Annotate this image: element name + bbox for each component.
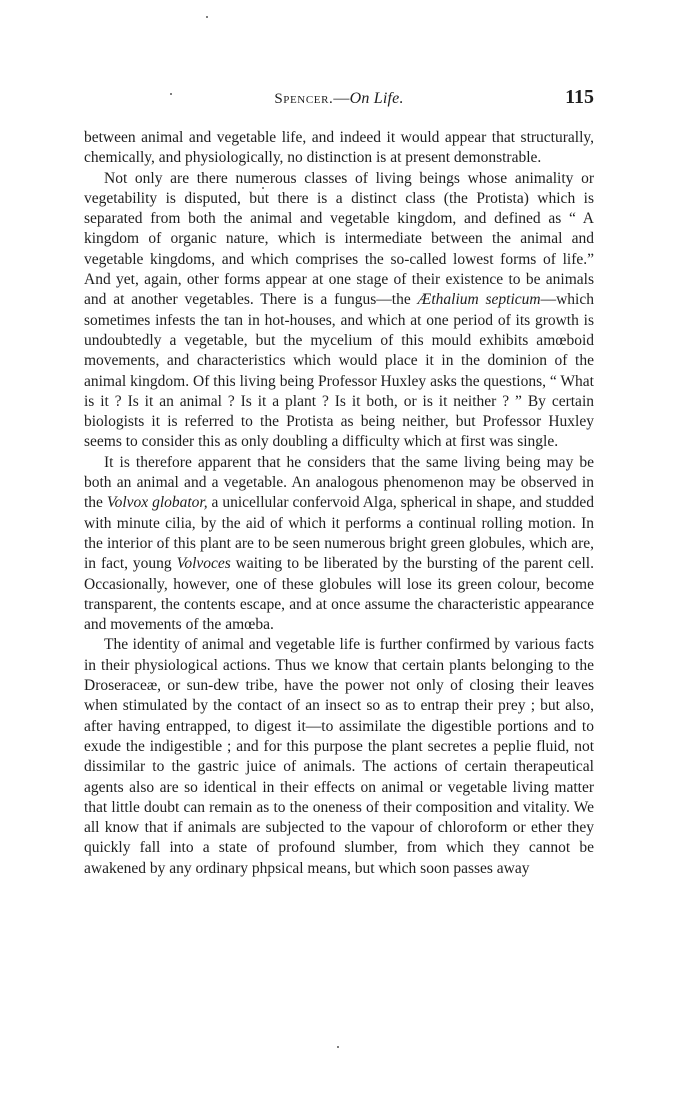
print-speck xyxy=(206,16,208,18)
species-name-aethalium: Æthalium septicum xyxy=(417,291,541,309)
running-head xyxy=(84,86,594,114)
species-name-volvox: Volvox globator, xyxy=(106,494,208,512)
paragraph-3 xyxy=(84,453,594,636)
paragraph-2 xyxy=(84,169,594,453)
paragraph-4: The identity of animal and vegetable life is further confirmed by various facts in their physiological actions. Thus we know that certain plants belonging to the Droseraceæ, or sun-dew tribe, have the power not only of closing their leaves when stimulated by the contact of an insect so as to entrap their prey ; but also, after having entrapped, to digest it—to assimilate the digestible portions and to exude the indigestible ; and for this purpose the plant secretes a peplie fluid, not dissimilar to the gastric juice of animals. The actions of certain therapeutical agents also are so identical in their effects on animal or vegetable living matter that little doubt can remain as to the oneness of their composition and vitality. We all know that if animals are subjected to the vapour of chloroform or ether they quickly fall into a state of profound slumber, from which they cannot be awakened by any ordinary phpsical means, but which soon passes away xyxy=(84,636,594,877)
running-dash: — xyxy=(333,90,350,107)
running-article-title: On Life. xyxy=(349,90,404,107)
paragraph-3-part-1: It is therefore apparent that he considers that the same living being may be both an animal and a vegetable. An analogous phenomenon may be observed in the xyxy=(84,453,594,512)
paragraph-3-part-2: a unicellular confervoid Alga, spherical in shape, and studded with minute cilia, by the aid of which it performs a continual rolling motion. In the interior of this plant are to be seen numerous bright green globules, which are, in fact, young xyxy=(84,494,594,573)
paragraph-2-part-1: Not only are there numerous classes of living beings whose animality or vegetability is disputed, but there is a distinct class (the Protista) which is separated from both the animal and vegetable kingdom, and defined as “ A kingdom of organic nature, which is intermediate between the animal and vegetable kingdoms, and which comprises the so-called lowest forms of life.” And yet, again, other forms appear at one stage of their existence to be animals and at another vegetables. There is a fungus—the xyxy=(84,169,594,309)
paragraph-3-part-3: waiting to be liberated by the bursting of the parent cell. Occasionally, however, one of these globules will lose its green colour, become transparent, the contents escape, and at once assume the characteristic appearance and movements of the amœba. xyxy=(84,555,594,634)
page-number: 115 xyxy=(565,86,594,108)
body-text xyxy=(84,128,594,879)
running-title xyxy=(84,90,594,108)
print-speck xyxy=(337,1046,339,1048)
species-name-volvoces: Volvoces xyxy=(176,555,231,573)
running-author: Spencer. xyxy=(274,91,334,107)
paragraph-2-part-2: —which sometimes infests the tan in hot-houses, and which at one period of its growth is undoubtedly a vegetable, but the mycelium of this mould exhibits amœboid movements, and characteristics which would place it in the dominion of the animal kingdom. Of this living being Professor Huxley asks the questions, “ What is it ? Is it an animal ? Is it a plant ? Is it both, or is it neither ? ” By certain biologists it is referred to the Protista as being neither, but Professor Huxley seems to consider this as only doubling a difficulty which at first was single. xyxy=(84,291,594,451)
paragraph-1: between animal and vegetable life, and indeed it would appear that structurally, chemically, and physiologically, no distinction is at present demonstrable. xyxy=(84,129,594,167)
